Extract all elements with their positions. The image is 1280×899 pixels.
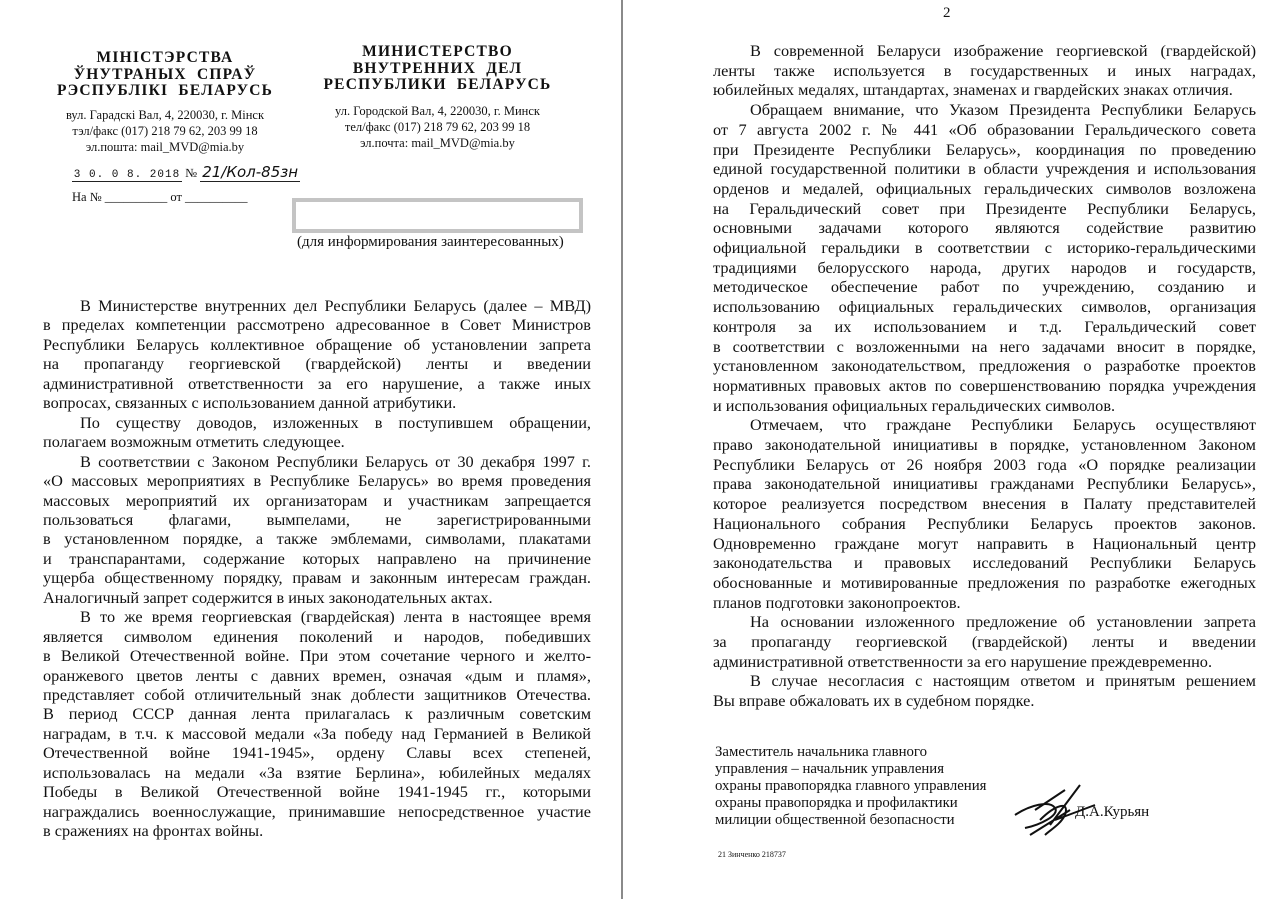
number-label: № (185, 166, 198, 180)
paragraph-line: Республики Беларусь от 26 ноября 2003 года «О порядке реализации (713, 454, 1256, 474)
paragraph-line: при Президенте Республики Беларусь», координация по проведению (713, 139, 1256, 159)
paragraph-line: является символом единения поколений и народов, победивших (43, 626, 591, 646)
paragraph-line: нормативных правовых актов по совершенствованию порядка учреждения (713, 375, 1256, 395)
paragraph-line: Одновременно граждане могут направить в Национальный центр (713, 533, 1256, 553)
address-line: вул. Гарадскі Вал, 4, 220030, г. Мінск (65, 107, 265, 122)
letterhead-russian (305, 44, 570, 151)
signatory-position (715, 744, 986, 829)
paragraph-line: контроля за их использованием и т.д. Геральдический совет (713, 316, 1256, 336)
paragraph-line: В современной Беларуси изображение георгиевской (гвардейской) (750, 41, 1256, 60)
paragraph-line: массовых мероприятий их организаторам и участникам запрещается (43, 490, 591, 510)
paragraph-line: обоснованные и мотивированные предложения по разработке ежегодных (713, 572, 1256, 592)
paragraph-line: единой государственной политики в области учреждения и использования (713, 159, 1256, 179)
paragraph-line: установленном законодательством, предложения о разработке проектов (713, 356, 1256, 376)
paragraph-line: На основании изложенного предложение об установлении запрета (750, 612, 1256, 632)
email-line: эл.пошта: mail_MVD@mia.by (85, 139, 245, 154)
paragraph-line: традициями белорусского народа, других народов и государств, (713, 257, 1256, 277)
paragraph-line: В соответствии с Законом Республики Беларусь от 30 декабря 1997 г. (80, 451, 591, 471)
signatory-name: Д.А.Курьян (1075, 804, 1150, 820)
paragraph-line: административной ответственности за его нарушение, а также иных (43, 373, 591, 393)
paragraph-line: Национального собрания Республики Беларусь проектов законов. (713, 513, 1256, 533)
position-line: управления – начальник управления (715, 761, 945, 777)
redacted-addressee-box (292, 198, 583, 233)
paragraph-line: за пропаганду георгиевской (гвардейской) ленты и введении (713, 632, 1256, 651)
paragraph-line: В Министерстве внутренних дел Республики Беларусь (далее – МВД) (80, 296, 591, 315)
paragraph-line: в установленном порядке, а также эмблемами, символами, плакатами (43, 529, 591, 549)
position-line: милиции общественной безопасности (715, 812, 955, 828)
paragraph-line: «О массовых мероприятиях в Республике Беларусь» во время проведения (43, 471, 591, 491)
paragraph-line: от 7 августа 2002 г. № 441 «Об образовании Геральдического совета (713, 119, 1256, 139)
paragraph-line: основными задачами которого являются содействие развитию (713, 218, 1256, 238)
paragraph-line: вопросах, связанных с использованием данной атрибутики. (43, 393, 457, 413)
paragraph-line: официальной геральдики в соответствии с историко-геральдическими (713, 238, 1256, 257)
paragraph-line: право законодательной инициативы в порядке, установленном Законом (713, 435, 1256, 454)
paragraph-line: на Геральдический совет при Президенте Республики Беларусь, (713, 198, 1256, 218)
paragraph-line: и транспарантами, содержание которых направлено на причинение (43, 548, 591, 568)
paragraph-line: методическое обеспечение работ по учреждению, созданию и (713, 277, 1256, 297)
paragraph-line: Обращаем внимание, что Указом Президента Республики Беларусь (750, 100, 1256, 120)
letter-page-1 (0, 0, 621, 899)
paragraph-line: планов подготовки законопроектов. (713, 592, 961, 612)
registration-date: 3 0. 0 8. 2018 (73, 169, 181, 181)
paragraph-line: По существу доводов, изложенных в поступившем обращении, (80, 412, 591, 432)
paragraph-line: В случае несогласия с настоящим ответом и принятым решением (750, 671, 1256, 691)
paragraph-line: права законодательной инициативы гражданами Республики Беларусь», (713, 474, 1256, 494)
paragraph-line: использовалась на медали «За взятие Берлина», юбилейных медалях (43, 762, 591, 782)
paragraph-line: Аналогичный запрет содержится в иных законодательных актах. (43, 587, 493, 607)
paragraph-line: Республики Беларусь коллективное обращение об установлении запрета (43, 334, 591, 354)
org-name-line: ВНУТРЕННИХ ДЕЛ (352, 59, 523, 77)
paragraph-line: использованию официальных геральдических символов, организация (713, 297, 1256, 317)
paragraph-line: Вы вправе обжаловать их в судебном порядке. (713, 691, 1035, 711)
position-line: охраны правопорядка и профилактики (715, 795, 958, 811)
paragraph-line: пользоваться флагами, вымпелами, не зарегистрированными (43, 509, 591, 529)
paragraph-line: юбилейных медалях, штандартах, знаменах и гвардейских знаках отличия. (713, 80, 1233, 100)
org-name-line: РЭСПУБЛІКІ БЕЛАРУСЬ (56, 82, 274, 99)
paragraph-line: ленты также используется в государственных и иных наградах, (713, 60, 1256, 80)
paragraph-line: Отечественной войне 1941-1945», ордену Славы всех степеней, (43, 743, 591, 763)
paragraph-line: орденов и медалей, официальных геральдических символов возложена (713, 178, 1256, 198)
paragraph-line: Отмечаем, что граждане Республики Беларусь осуществляют (750, 415, 1256, 435)
paragraph-line: в сражениях на фронтах войны. (43, 821, 264, 841)
email-line: эл.почта: mail_MVD@mia.by (360, 135, 515, 150)
paragraph-line: полагаем возможным отметить следующее. (43, 432, 345, 452)
page-number: 2 (943, 5, 951, 21)
recipient-note: (для информирования заинтересованных) (297, 234, 564, 250)
registration-line (72, 163, 300, 182)
org-name-line: ЎНУТРАНЫХ СПРАЎ (73, 65, 257, 83)
paragraph-line: административной ответственности за его нарушение преждевременно. (713, 651, 1213, 671)
paragraph-line: Победы в Великой Отечественной войне 1941-1945 гг., которыми (43, 782, 591, 802)
paragraph-line: в Великой Отечественной войне. При этом сочетание черного и желто- (43, 646, 591, 666)
paragraph-line: в соответствии с возложенными на него задачами вносит в порядке, (713, 336, 1256, 356)
paragraph-line: награждались военнослужащие, принимавшие непосредственное участие (43, 801, 591, 821)
paragraph-line: которое реализуется посредством внесения в Палату представителей (713, 494, 1256, 514)
letterhead-belarusian (40, 50, 290, 155)
paragraph-line: В то же время георгиевская (гвардейская) лента в настоящее время (80, 607, 591, 627)
executor-note: 21 Зинченко 218737 (718, 850, 786, 859)
address-line: ул. Городской Вал, 4, 220030, г. Минск (335, 103, 540, 118)
registration-number: 21/Кол-85зн (202, 163, 299, 181)
reply-reference: На № __________ от __________ (72, 190, 248, 204)
paragraph-line: ущерба общественному порядку, правам и законным интересам граждан. (43, 568, 591, 588)
phone-line: тел/факс (017) 218 79 62, 203 99 18 (344, 119, 531, 134)
phone-line: тэл/факс (017) 218 79 62, 203 99 18 (72, 123, 258, 138)
paragraph-line: и использования официальных геральдических символов. (713, 395, 1116, 415)
paragraph-line: В период СССР данная лента прилагалась к различным советским (43, 704, 591, 724)
org-name-line: МІНІСТЭРСТВА (96, 49, 234, 66)
paragraph-line: в пределах компетенции рассмотрено адресованное в Совет Министров (43, 315, 591, 335)
paragraph-line: представляет собой отличительный знак доблести защитников Отечества. (43, 685, 591, 704)
position-line: охраны правопорядка главного управления (715, 778, 987, 794)
org-name-line: РЕСПУБЛИКИ БЕЛАРУСЬ (323, 76, 552, 93)
org-name-line: МИНИСТЕРСТВО (362, 43, 513, 60)
paragraph-line: наградам, в т.ч. к массовой медали «За победу над Германией в Великой (43, 723, 591, 743)
paragraph-line: оранжевого цветов ленты с давних времен, означая «дым и пламя», (43, 665, 591, 685)
position-line: Заместитель начальника главного (715, 744, 928, 760)
paragraph-line: на пропаганду георгиевской (гвардейской) ленты и введении (43, 354, 591, 374)
paragraph-line: законодательства и правовых исследований Республики Беларусь (713, 553, 1256, 573)
